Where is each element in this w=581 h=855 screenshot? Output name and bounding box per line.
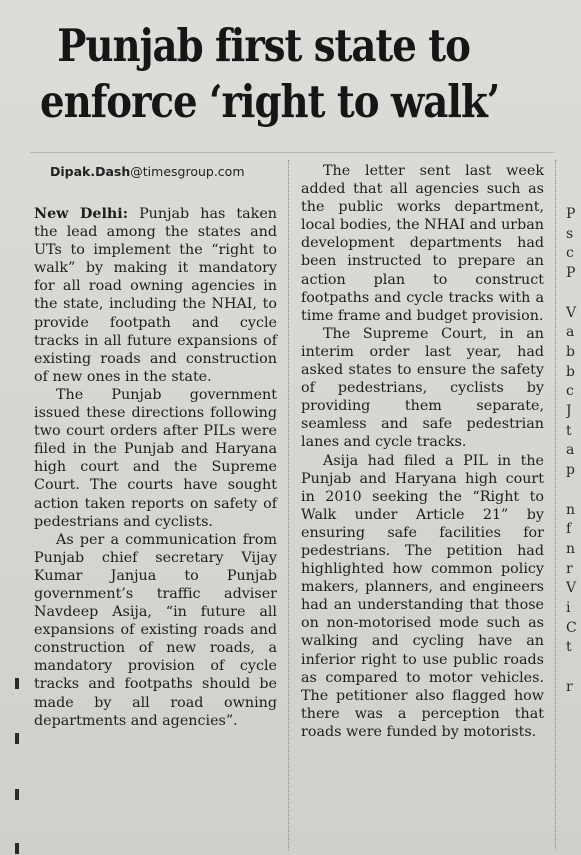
headline-line-1: Punjab first state to [57,19,470,72]
column-top-rule [30,152,555,153]
column-marker [15,733,19,744]
headline-line-2: enforce ‘right to walk’ [40,75,500,128]
column-marker [15,843,19,854]
fragment-letter: b [566,343,575,360]
headline [40,18,500,130]
fragment-letter: f [566,521,572,538]
dateline: New Delhi: [34,206,128,222]
paragraph: The Supreme Court, in an interim order last year, had asked states to ensure the safety of pedestrians, cyclists by providing them separate, seamless and safe pedestrian lanes and cycle tracks. [301,325,544,451]
fragment-letter: C [566,619,577,636]
fragment-letter [566,284,581,304]
paragraph-text: Punjab has taken the lead among the states and UTs to implement the “right to walk” by making it mandatory for all road owning agencies in the state, including the NHAI, to provide footpath and cycle tracks in all future expansions of existing roads and construction of new ones in the state. [34,206,277,385]
fragment-letter: V [566,304,577,321]
fragment-letter: P [566,206,576,222]
fragment-letter: t [566,422,572,439]
fragment-letter [566,481,581,501]
fragment-letter: r [566,560,573,577]
paragraph: The letter sent last week added that all agencies such as the public works department, local bodies, the NHAI and urban development departments had been instructed to prepare an action plan to construct footpaths and cycle tracks with a time frame and budget provision. [301,163,545,324]
adjacent-column-fragment [566,205,581,698]
fragment-letter: n [566,501,576,518]
paragraph: As per a communication from Punjab chief secretary Vijay Kumar Janjua to Punjab government’s traffic adviser Navdeep Asija, “in future all expansions of existing roads and construction of new roads, a mandatory provision of cycle tracks and footpaths should be made by all road owning departments and agencies”. [34,531,277,729]
byline-name: Dipak.Dash [50,164,131,179]
fragment-letter: V [566,580,577,597]
fragment-letter: a [566,442,575,459]
fragment-letter: n [566,540,576,557]
column-1 [34,205,277,730]
fragment-letter: t [566,639,572,656]
fragment-letter: i [566,600,571,617]
paragraph [34,205,277,386]
fragment-letter: a [566,324,575,341]
fragment-letter: P [566,265,576,282]
byline [50,164,245,179]
column-marker [15,678,19,689]
column-marker [15,789,19,800]
column-2 [301,162,544,741]
fragment-letter: p [566,462,575,479]
fragment-letter: c [566,245,574,262]
paragraph: The Punjab government issued these directions following two court orders after PILs were filed in the Punjab and Haryana high court and the Supreme Court. The courts have sought action taken reports on safety of pedestrians and cyclists. [34,386,277,530]
fragment-letter: s [566,225,574,242]
fragment-letter: r [566,678,573,695]
fragment-letter: c [566,383,574,400]
fragment-letter: b [566,363,575,380]
paragraph: Asija had filed a PIL in the Punjab and Haryana high court in 2010 seeking the “Right to Walk under Article 21” by ensuring safe facilities for pedestrians. The petition had highlighted how common policy makers, planners, and engineers had an understanding that those on non-motorised mode such as walking and cycling have an inferior right to use public roads as compared to motor vehicles. The petitioner also flagged how there was a perception that roads were funded by motorists. [301,452,544,740]
column-divider-2 [555,160,556,850]
fragment-letter [566,658,581,678]
fragment-letter: J [566,403,572,420]
column-divider-1 [288,160,289,850]
byline-domain: @timesgroup.com [130,164,245,179]
